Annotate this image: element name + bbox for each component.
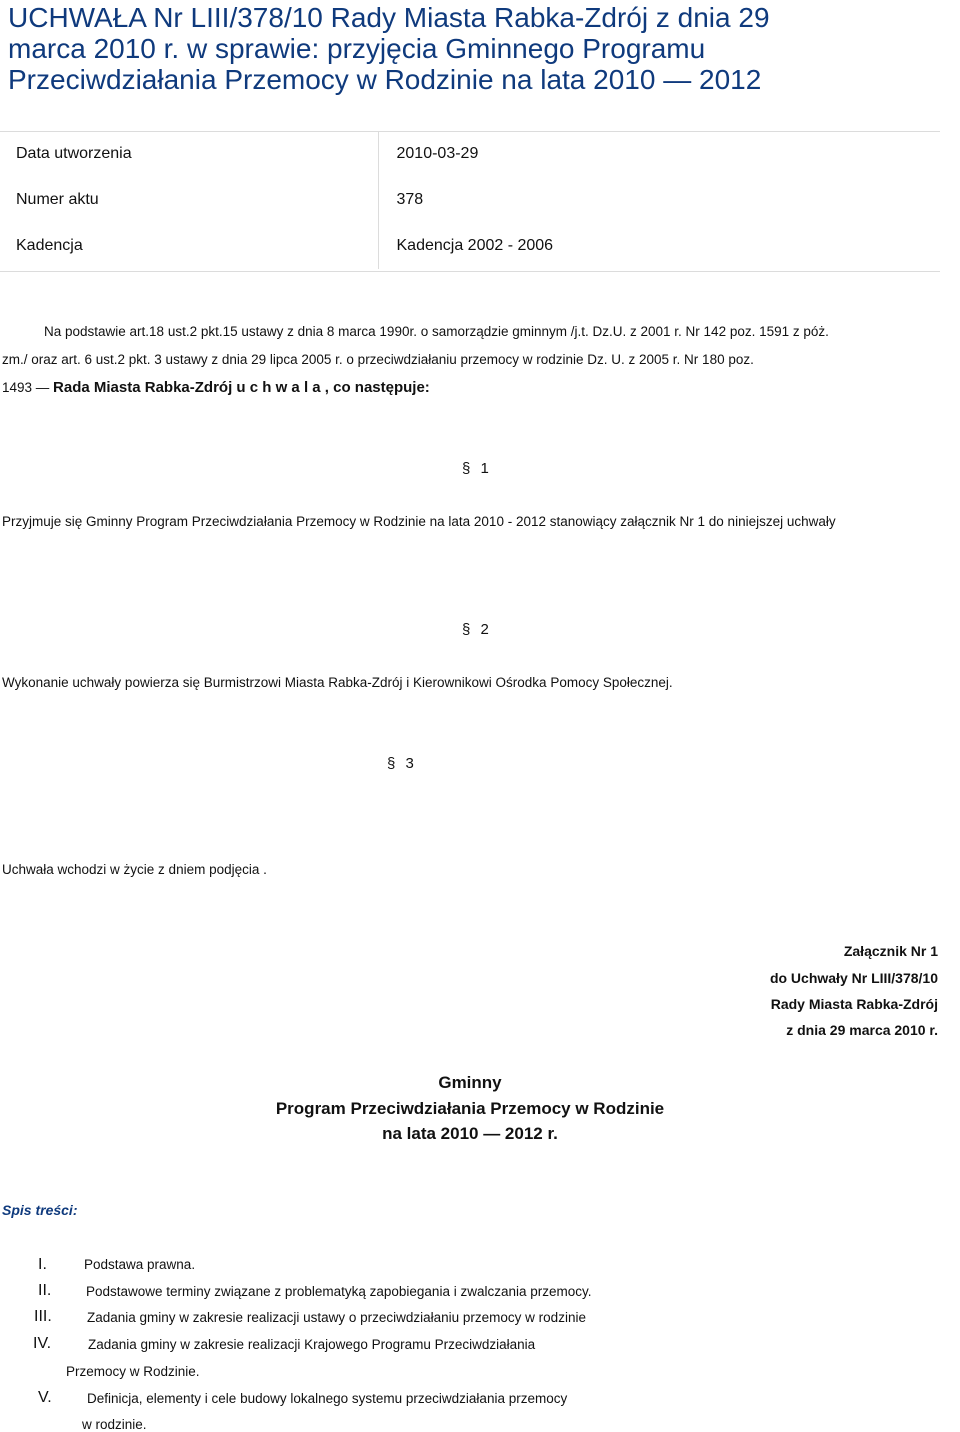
toc-item-2-number: II. (38, 1282, 52, 1299)
meta-label: Numer aktu (16, 191, 99, 208)
section-number: 1 (480, 460, 489, 477)
meta-row-created (0, 131, 940, 177)
preamble-line-3 (2, 379, 430, 396)
annex-line-1: Załącznik Nr 1 (843, 943, 938, 959)
toc-item-1-number: I. (38, 1256, 47, 1273)
title-line-1: UCHWAŁA Nr LIII/378/10 Rady Miasta Rabka-Zdrój z dnia 29 (8, 2, 770, 33)
toc-item-4-text: Zadania gminy w zakresie realizacji Krajowego Programu Przeciwdziałania (88, 1337, 536, 1352)
section-2-heading (462, 621, 489, 638)
program-title-line-1: Gminny (438, 1073, 502, 1092)
title-line-3: Przeciwdziałania Przemocy w Rodzinie na lata 2010 — 2012 (8, 64, 762, 95)
annex-line-3: Rady Miasta Rabka-Zdrój (770, 996, 938, 1012)
meta-row-number (0, 177, 940, 223)
meta-value: 378 (378, 177, 940, 223)
toc-item-1-text: Podstawa prawna. (84, 1257, 196, 1272)
preamble-ref: 1493 — (2, 380, 54, 395)
section-number: 2 (480, 621, 489, 638)
title-line-2: marca 2010 r. w sprawie: przyjęcia Gminnego Programu (8, 33, 706, 64)
toc-item-5-text: Definicja, elementy i cele budowy lokalnego systemu przeciwdziałania przemocy (87, 1391, 568, 1406)
toc-item-4-text-cont: Przemocy w Rodzinie. (66, 1364, 200, 1379)
document-title (8, 2, 948, 95)
annex-line-2: do Uchwały Nr LIII/378/10 (769, 970, 938, 986)
program-title-line-2: Program Przeciwdziałania Przemocy w Rodzinie (275, 1099, 665, 1118)
toc-item-5-text-cont: w rodzinie. (82, 1417, 147, 1432)
paragraph-sign: § (387, 755, 396, 772)
meta-label: Kadencja (16, 237, 83, 254)
toc-heading: Spis treści: (2, 1202, 78, 1218)
paragraph-sign: § (462, 621, 471, 638)
program-title-line-3: na lata 2010 — 2012 r. (382, 1124, 558, 1143)
section-3-text: Uchwała wchodzi w życie z dniem podjęcia . (2, 862, 267, 877)
toc-item-3-text: Zadania gminy w zakresie realizacji ustawy o przeciwdziałaniu przemocy w rodzinie (87, 1310, 586, 1325)
meta-bottom-rule (0, 271, 940, 272)
section-number: 3 (405, 755, 414, 772)
section-3-heading (387, 755, 414, 772)
preamble-line-1: Na podstawie art.18 ust.2 pkt.15 ustawy z dnia 8 marca 1990r. o samorządzie gminnym /j.t. Dz.U. z 2001 r. Nr 142 poz. 1591 z póż. (44, 324, 829, 339)
toc-item-2-text: Podstawowe terminy związane z problematyką zapobiegania i zwalczania przemocy. (86, 1284, 592, 1299)
toc-item-4-number: IV. (33, 1335, 52, 1352)
toc-item-3-number: III. (34, 1308, 52, 1325)
meta-label: Data utworzenia (16, 145, 132, 162)
section-1-heading (462, 460, 489, 477)
meta-table (0, 131, 940, 269)
section-1-text: Przyjmuje się Gminny Program Przeciwdziałania Przemocy w Rodzinie na lata 2010 - 2012 stanowiący załącznik Nr 1 do niniejszej uchwały (2, 514, 836, 529)
meta-value: Kadencja 2002 - 2006 (378, 223, 940, 269)
preamble-resolution: Rada Miasta Rabka-Zdrój u c h w a l a , co następuje: (53, 379, 430, 396)
section-2-text: Wykonanie uchwały powierza się Burmistrzowi Miasta Rabka-Zdrój i Kierownikowi Ośrodka Pomocy Społecznej. (2, 675, 673, 690)
meta-row-term (0, 223, 940, 269)
annex-line-4: z dnia 29 marca 2010 r. (786, 1022, 938, 1038)
preamble-line-2: zm./ oraz art. 6 ust.2 pkt. 3 ustawy z dnia 29 lipca 2005 r. o przeciwdziałaniu przemocy w rodzinie Dz. U. z 2005 r. Nr 180 poz. (2, 352, 754, 367)
toc-item-5-number: V. (38, 1389, 52, 1406)
paragraph-sign: § (462, 460, 471, 477)
meta-value: 2010-03-29 (378, 131, 940, 177)
